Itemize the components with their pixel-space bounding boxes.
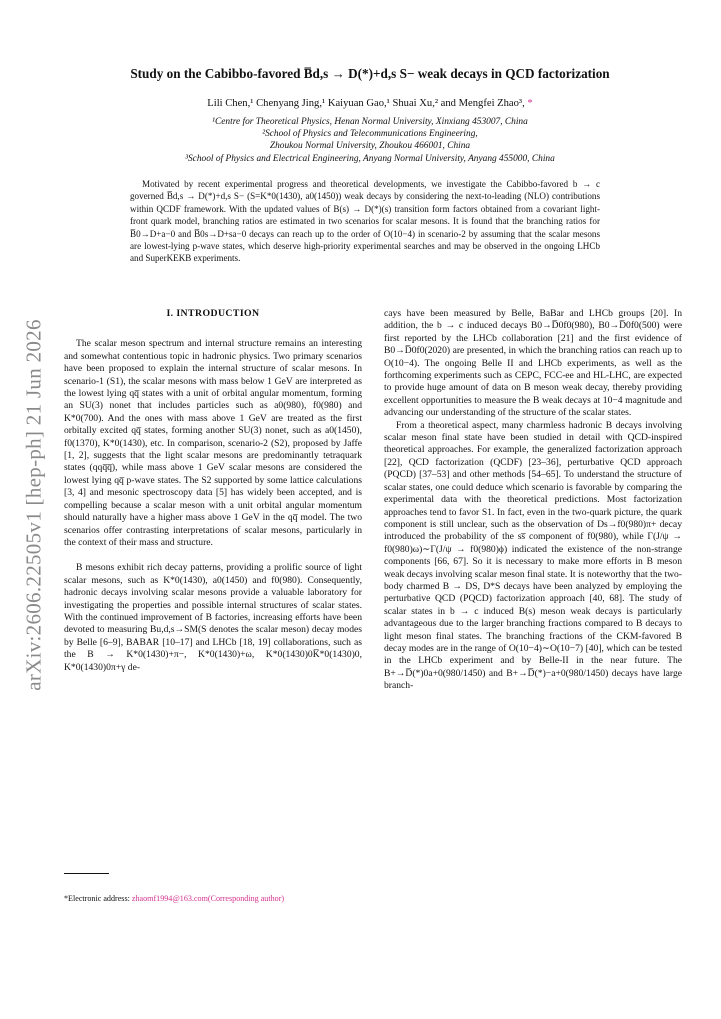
affiliation-line: Zhoukou Normal University, Zhoukou 466001, China	[269, 141, 471, 152]
right-column	[384, 308, 682, 693]
abstract-text: Motivated by recent experimental progress and theoretical developments, we investigate the Cabibbo-favored b → c governed B̅d,s → D(*)+d,s S− (S=K*0(1430), a0(1450)) weak decays by considering the next-to-leading (NLO) contributions within QCDF framework. With the updated values of B(s) → D(*)(s) transition form factors obtained from a covariant light-front quark model, branching ratios are estimated in two scenarios for scalar mesons. It is found that the branching ratios for B̅0→D+a−0 and B̅0s→D+sa−0 decays can reach up to the order of O(10−4) in scenario-2 by assuming that the scalar mesons are lowest-lying p-wave states, which deserve high-priority experimental searches and may be observed in the ongoing LHCb and SuperKEKB experiments.	[130, 179, 600, 264]
paragraph: B mesons exhibit rich decay patterns, providing a prolific source of light scalar mesons, such as K*0(1430), a0(1450) and f0(980). Consequently, hadronic decays involving scalar mesons provide a valuable laboratory for investigating the properties and possible internal structures of scalar states. With the continued improvement of B factories, increasing efforts have been devoted to measuring Bu,d,s→SM(S denotes the scalar meson) decay modes by Belle [6–9], BABAR [10–17] and LHCb [18, 19] collaborations, such as the B → K*0(1430)+π−, K*0(1430)+ω, K*0(1430)0K̅*0(1430)0, K*0(1430)0π+γ de-	[64, 562, 362, 673]
footnote-divider	[64, 873, 109, 874]
paragraph: From a theoretical aspect, many charmless hadronic B decays involving scalar meson final state have been studied in detail with QCD-inspired theoretical approaches. For example, the generalized factorization approach [22], QCD factorization (QCDF) [23–36], perturbative QCD approach (PQCD) [37–53] and other methods [54–65]. To understand the structure of scalar states, one could deduce which scenario is favorable by comparing the experimental data with the theoretical predictions. Most factorization approaches tend to favor S1. In fact, even in the two-quark picture, the quark component is still unclear, such as the observation of Ds→f0(980)π+ decay introduced the probability of the ss̅ component of f0(980), while Γ(J/ψ → f0(980)ω)∼Γ(J/ψ → f0(980)ϕ) indicated the existence of the non-strange components [66, 67]. So it is necessary to make more efforts in B meson weak decays involving scalar meson final state. It is noteworthy that the two-body charmed B → DS, D*S decays have been analyzed by employing the perturbative QCD (PQCD) factorization approach [40, 68]. The study of scalar states in b → c induced B(s) meson weak decays is particularly advantageous due to the larger branching fractions compared to B decays to light meson final states. The branching fractions of the CKM-favored B decay modes are in the range of O(10−4)∼O(10−7) [40], which can be tested in the LHCb experiment and by Belle-II in the near future. The B+→D̅(*)0a+0(980/1450) and B+→D̅(*)−a+0(980/1450) decays have large branch-	[384, 419, 682, 692]
left-column	[64, 308, 362, 674]
email-link[interactable]: zhaomf1994@163.com(Corresponding author)	[131, 894, 285, 903]
paper-title: Study on the Cabibbo-favored B̅d,s → D(*)+d,s S− weak decays in QCD factorization	[130, 66, 610, 81]
affiliations	[60, 116, 680, 165]
paragraph: The scalar meson spectrum and internal structure remains an interesting and somewhat contentious topic in hadronic physics. Two primary scenarios have been proposed to explain the internal structure of scalar mesons. In scenario-1 (S1), the scalar mesons with mass below 1 GeV are interpreted as the lowest lying qq̅ states with a unit of orbital angular momentum, forming an SU(3) nonet that includes particles such as a0(980), f0(980) and K*0(700). And the ones with mass above 1 GeV are treated as the first orbitally excited qq̅ states, forming another SU(3) nonet, such as a0(1450), f0(1370), K*0(1430), etc. In comparison, scenario-2 (S2), proposed by Jaffe [1, 2], suggests that the light scalar mesons are predominantly tetraquark states (qqq̅q̅), while mass above 1 GeV scalar mesons are considered the lowest lying qq̅ p-wave states. The S2 supported by some lattice calculations [3, 4] and mesonic spectroscopy data [5] has widely been accepted, and is compelling because a scalar meson with a unit orbital angular momentum should naturally have a higher mass above 1 GeV in the qq̅ model. The two scenarios offer contrasting interpretations of scalar mesons, particularly in the context of their mass and structure.	[64, 338, 362, 548]
arxiv-watermark	[14, 290, 54, 720]
section-heading: I. INTRODUCTION	[166, 308, 260, 319]
corresponding-author-mark[interactable]: *	[524, 98, 533, 109]
abstract	[130, 178, 600, 265]
arxiv-id: arXiv:2606.22505v1 [hep-ph] 21 Jun 2026	[21, 319, 46, 691]
footnote	[64, 894, 364, 903]
affiliation-line: ²School of Physics and Telecommunications Engineering,	[262, 129, 478, 140]
footnote-label: *Electronic address:	[64, 894, 132, 903]
author-list	[60, 98, 680, 109]
paragraph: cays have been measured by Belle, BaBar and LHCb groups [20]. In addition, the b → c induced decays B0→D̅0f0(980), B0→D̅0f0(500) were first reported by the LHCb collaboration [21] and the first evidence of B0→D̅0f0(2020) are presented, in which the branching ratios can reach up to O(10−4). The ongoing Belle II and LHCb experiments, as well as the forthcoming experiments such as CEPC, FCC-ee and HL-LHC, are expected to provide huge amount of data on B meson weak decay, thereby providing excellent opportunities to measure the B weak decays at 10−4 magnitude and advancing our understanding of the structure of the scalar states.	[384, 308, 682, 419]
affiliation-line: ³School of Physics and Electrical Engineering, Anyang Normal University, Anyang 455000, China	[185, 153, 555, 164]
affiliation-line: ¹Centre for Theoretical Physics, Henan Normal University, Xinxiang 453007, China	[212, 117, 528, 127]
authors-text: Lili Chen,¹ Chenyang Jing,¹ Kaiyuan Gao,¹ Shuai Xu,² and Mengfei Zhao³,	[207, 98, 525, 109]
